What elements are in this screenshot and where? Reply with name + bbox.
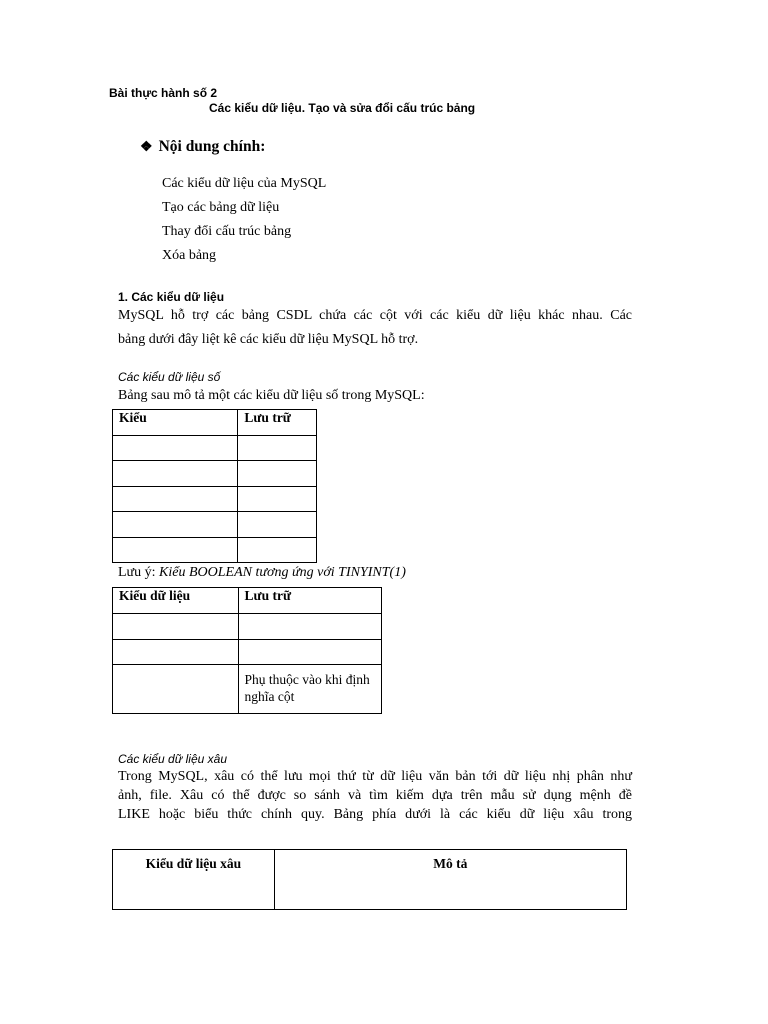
- section1-intro: [118, 304, 632, 352]
- table-header-cell: Kiểu: [113, 410, 238, 436]
- table-row: [113, 614, 382, 640]
- content-item: Thay đổi cấu trúc bảng: [162, 224, 292, 239]
- table-cell: [113, 665, 239, 714]
- table-cell: [113, 487, 238, 512]
- table-row: [113, 538, 317, 563]
- table-cell: [238, 512, 317, 538]
- note-text: Kiểu BOOLEAN tương ứng với TINYINT(1): [159, 565, 406, 580]
- section-heading-data-types: 1. Các kiểu dữ liệu: [118, 290, 225, 304]
- string-types-caption: Các kiểu dữ liệu xâu: [118, 752, 227, 766]
- main-content-heading-text: Nội dung chính:: [158, 138, 266, 155]
- table-cell: [238, 614, 382, 640]
- paragraph-line: bảng dưới đây liệt kê các kiểu dữ liệu MySQL hỗ trợ.: [118, 332, 419, 347]
- content-item: Xóa bảng: [162, 248, 217, 263]
- table-row: [113, 512, 317, 538]
- content-item: Tạo các bảng dữ liệu: [162, 200, 280, 215]
- table-row: [113, 665, 382, 714]
- table-header-cell: Mô tả: [274, 850, 626, 910]
- table-row: [113, 461, 317, 487]
- table-header-cell: Kiểu dữ liệu xâu: [113, 850, 275, 910]
- table-header-row: [113, 850, 627, 910]
- table-cell: [238, 461, 317, 487]
- table-header-row: [113, 410, 317, 436]
- table-cell: [113, 461, 238, 487]
- table-cell: [238, 538, 317, 563]
- table-cell: [113, 614, 239, 640]
- table-row: [113, 640, 382, 665]
- table-cell: [238, 640, 382, 665]
- paragraph-line: Trong MySQL, xâu có thể lưu mọi thứ từ dữ liệu văn bản tới dữ liệu nhị phân như: [118, 769, 632, 784]
- numeric-storage-table: [112, 587, 382, 714]
- table-row: [113, 436, 317, 461]
- numeric-types-table: [112, 409, 317, 563]
- string-types-table: [112, 849, 627, 910]
- boolean-note: [118, 565, 406, 581]
- paragraph-line: ảnh, file. Xâu có thể được so sánh và tìm kiếm dựa trên mẫu sử dụng mệnh đề: [118, 788, 632, 803]
- table-cell: [113, 640, 239, 665]
- table-cell: [113, 436, 238, 461]
- table-cell: [113, 538, 238, 563]
- paragraph-line: MySQL hỗ trợ các bảng CSDL chứa các cột với các kiểu dữ liệu khác nhau. Các: [118, 308, 632, 323]
- numeric-types-description: Bảng sau mô tả một các kiểu dữ liệu số trong MySQL:: [118, 388, 425, 403]
- note-label: Lưu ý:: [118, 565, 160, 580]
- table-cell: [113, 512, 238, 538]
- paragraph-line: LIKE hoặc biểu thức chính quy. Bảng phía dưới là các kiểu dữ liệu xâu trong: [118, 807, 632, 822]
- content-item: Các kiểu dữ liệu của MySQL: [162, 176, 327, 191]
- table-header-cell: Lưu trữ: [238, 588, 382, 614]
- string-types-intro: [118, 767, 632, 824]
- table-cell: [238, 487, 317, 512]
- table-header-cell: Lưu trữ: [238, 410, 317, 436]
- table-header-cell: Kiểu dữ liệu: [113, 588, 239, 614]
- table-row: [113, 487, 317, 512]
- main-content-heading: [140, 138, 265, 156]
- lab-subtitle: Các kiểu dữ liệu. Tạo và sửa đổi cấu trúc bảng: [209, 101, 476, 115]
- table-cell: Phụ thuộc vào khi định nghĩa cột: [238, 665, 382, 714]
- lab-title: Bài thực hành số 2: [109, 86, 218, 100]
- table-cell: [238, 436, 317, 461]
- table-header-row: [113, 588, 382, 614]
- diamond-bullet-icon: ❖: [140, 140, 153, 155]
- numeric-types-caption: Các kiểu dữ liệu số: [118, 370, 221, 384]
